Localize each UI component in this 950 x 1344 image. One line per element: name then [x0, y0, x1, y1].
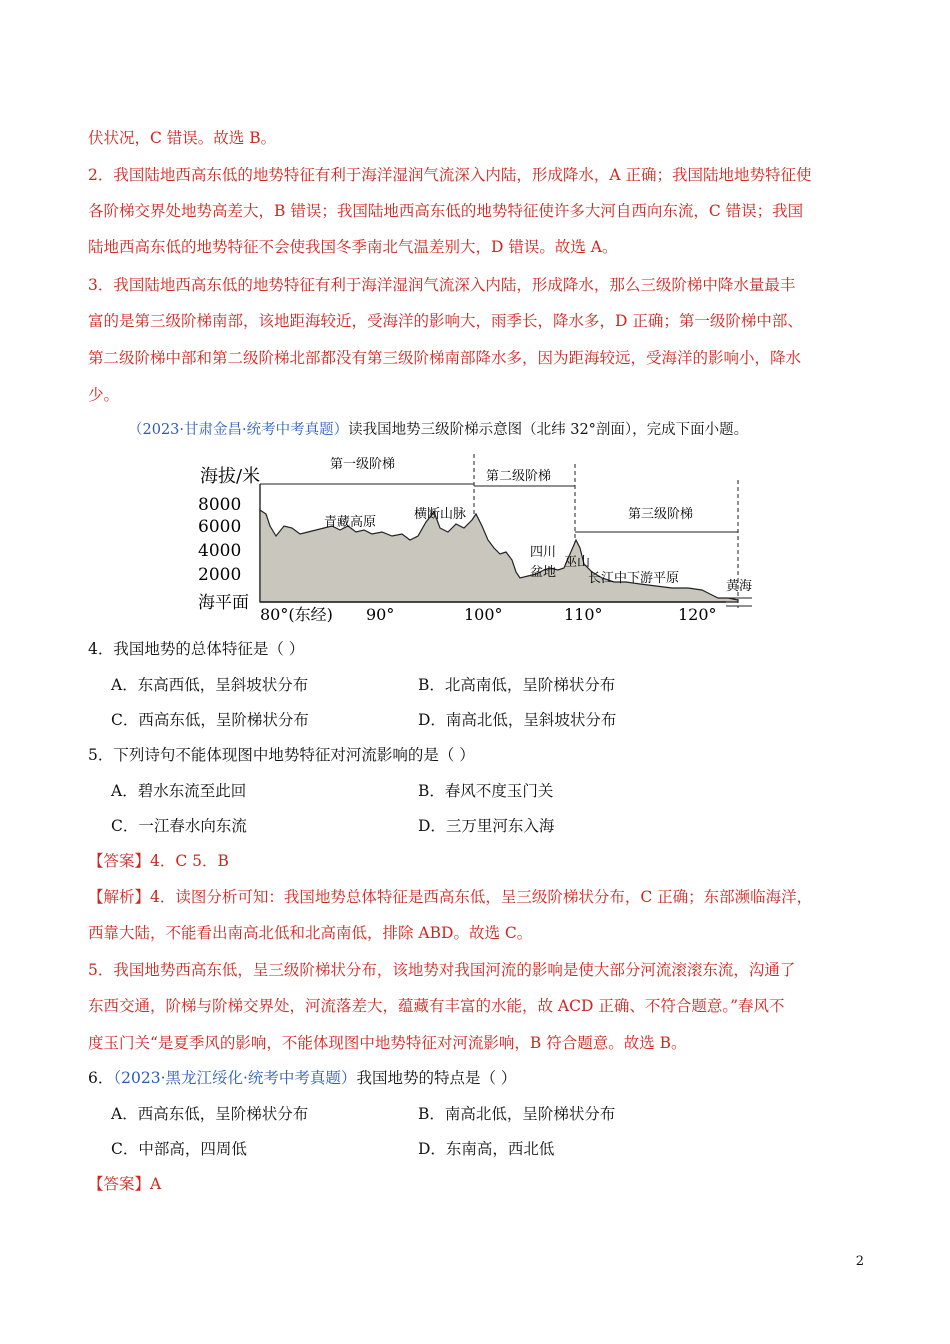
explanation-2-line-2: 各阶梯交界处地势高差大，B 错误；我国陆地西高东低的地势特征使许多大河自西向东流，C 错误；我国 [88, 202, 804, 220]
step-1-label: 第一级阶梯 [330, 457, 396, 472]
question-intro [128, 420, 908, 440]
hengduan-label: 横断山脉 [414, 507, 467, 522]
x-tick-110: 110° [564, 605, 603, 624]
explanation-2-line-1: 2．我国陆地西高东低的地势特征有利于海洋湿润气流深入内陆，形成降水，A 正确；我国陆地地势特征使 [88, 166, 812, 184]
q6-stem: 我国地势的特点是（ ） [356, 1069, 517, 1087]
explanation-2-line-3: 陆地西高东低的地势特征不会使我国冬季南北气温差别大，D 错误。故选 A。 [88, 238, 618, 256]
question-4: 4．我国地势的总体特征是（ ） [88, 640, 305, 658]
answer-4-5: 【答案】4．C 5．B [88, 852, 229, 870]
question-6 [88, 1068, 868, 1088]
q5-option-c: C．一江春水向东流 [111, 817, 247, 835]
y-tick-6000: 6000 [198, 517, 242, 537]
y-tick-4000: 4000 [198, 541, 242, 561]
answer-explanation-line: 伏状况，C 错误。故选 B。 [88, 129, 277, 147]
q5-option-d: D．三万里河东入海 [418, 817, 555, 835]
terrain-profile-figure [196, 448, 762, 634]
x-tick-120: 120° [678, 605, 717, 624]
q6-number: 6． [88, 1069, 114, 1087]
step-2-label: 第二级阶梯 [486, 469, 552, 484]
qinghai-tibet-label: 青藏高原 [324, 515, 377, 530]
x-tick-80: 80°(东经) [260, 605, 333, 624]
yellow-sea-label: 黄海 [726, 579, 753, 594]
sichuan-label: 四川 [530, 545, 557, 560]
source-tag: （2023·甘肃金昌·统考中考真题） [128, 422, 349, 438]
wushan-label: 巫山 [564, 555, 591, 570]
page-number: 2 [855, 1254, 864, 1269]
explanation-3-line-3: 第二级阶梯中部和第二级阶梯北部都没有第三级阶梯南部降水多，因为距海较远，受海洋的影响小，降水 [88, 349, 802, 367]
analysis-5-line-1: 5．我国地势西高东低，呈三级阶梯状分布，该地势对我国河流的影响是使大部分河流滚滚东流，沟通了 [88, 961, 796, 979]
explanation-3-line-2: 富的是第三级阶梯南部，该地距海较近，受海洋的影响大，雨季长，降水多，D 正确；第一级阶梯中部、 [88, 312, 803, 330]
q5-option-a: A．碧水东流至此回 [111, 782, 247, 800]
y-axis-title: 海拔/米 [200, 466, 261, 487]
explanation-3-line-4: 少。 [88, 386, 120, 404]
q6-option-b: B．南高北低，呈阶梯状分布 [418, 1105, 616, 1123]
q6-source: （2023·黑龙江绥化·统考中考真题） [113, 1069, 357, 1087]
q4-option-c: C．西高东低，呈阶梯状分布 [111, 711, 309, 729]
q4-option-a: A．东高西低，呈斜坡状分布 [111, 676, 309, 694]
y-tick-sea-level: 海平面 [198, 593, 249, 613]
y-tick-2000: 2000 [198, 565, 242, 585]
question-5: 5．下列诗句不能体现图中地势特征对河流影响的是（ ） [88, 746, 475, 764]
analysis-4-line-2: 西靠大陆，不能看出南高北低和北高南低，排除 ABD。故选 C。 [88, 924, 533, 942]
analysis-5-line-3: 度玉门关“是夏季风的影响，不能体现图中地势特征对河流影响，B 符合题意。故选 B。 [88, 1034, 687, 1052]
x-tick-100: 100° [464, 605, 503, 624]
yangtze-plain-label: 长江中下游平原 [588, 571, 680, 586]
q6-option-c: C．中部高，四周低 [111, 1140, 247, 1158]
explanation-3-line-1: 3．我国陆地西高东低的地势特征有利于海洋湿润气流深入内陆，形成降水，那么三级阶梯中降水量最丰 [88, 276, 796, 294]
analysis-5-line-2: 东西交通，阶梯与阶梯交界处，河流落差大，蕴藏有丰富的水能，故 ACD 正确、不符合题意。”春风不 [88, 997, 785, 1015]
answer-6: 【答案】A [88, 1175, 162, 1193]
q4-option-d: D．南高北低，呈斜坡状分布 [418, 711, 617, 729]
y-tick-8000: 8000 [198, 495, 242, 515]
basin-label: 盆地 [530, 565, 557, 580]
intro-text: 读我国地势三级阶梯示意图（北纬 32°剖面），完成下面小题。 [348, 422, 749, 438]
analysis-4-line-1: 【解析】4．读图分析可知：我国地势总体特征是西高东低，呈三级阶梯状分布，C 正确；东部濒临海洋， [88, 888, 813, 906]
q5-option-b: B．春风不度玉门关 [418, 782, 554, 800]
step-3-label: 第三级阶梯 [628, 507, 694, 522]
q4-option-b: B．北高南低，呈阶梯状分布 [418, 676, 616, 694]
q6-option-d: D．东南高，西北低 [418, 1140, 555, 1158]
x-tick-90: 90° [366, 605, 395, 624]
q6-option-a: A．西高东低，呈阶梯状分布 [111, 1105, 309, 1123]
